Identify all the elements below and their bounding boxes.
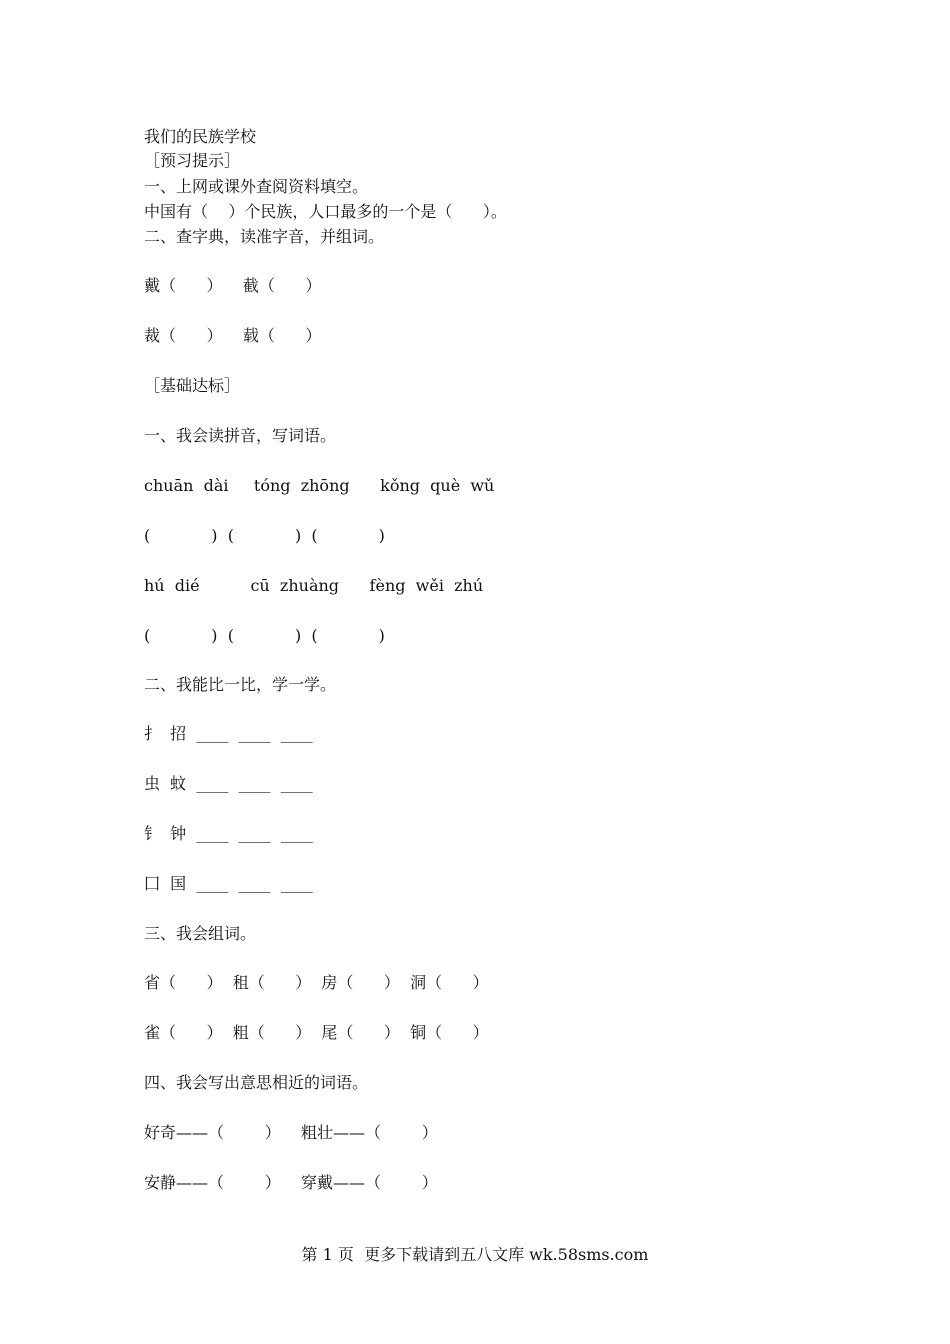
basic-question-2: 二、我能比一比，学一学。 (144, 675, 337, 694)
compare-row: 虫 蚊 ____ ____ ____ (144, 774, 313, 793)
pinyin-row-1: chuān dài tóng zhōng kǒng què wǔ (144, 476, 495, 495)
word-group-row-2: 雀（ ） 粗（ ） 尾（ ） 铜（ ） (144, 1023, 489, 1042)
page-footer: 第 1 页 更多下载请到五八文库 wk.58sms.com (301, 1245, 649, 1264)
compare-row: 扌 招 ____ ____ ____ (144, 724, 313, 743)
basic-question-3: 三、我会组词。 (144, 924, 257, 943)
preview-question-2: 二、查字典，读准字音，并组词。 (144, 227, 385, 246)
word-group-row-1: 省（ ） 租（ ） 房（ ） 洞（ ） (144, 973, 489, 992)
synonym-row-2: 安静——（ ） 穿戴——（ ） (144, 1173, 438, 1192)
page-title: 我们的民族学校 (144, 127, 257, 146)
preview-row-2: 裁（ ） 载（ ） (144, 326, 322, 345)
compare-row: 囗 国 ____ ____ ____ (144, 874, 313, 893)
preview-question-1: 一、上网或课外查阅资料填空。 (144, 177, 369, 196)
preview-row-1: 戴（ ） 截（ ） (144, 276, 322, 295)
basic-question-1: 一、我会读拼音，写词语。 (144, 426, 337, 445)
basic-question-4: 四、我会写出意思相近的词语。 (144, 1073, 369, 1092)
synonym-row-1: 好奇——（ ） 粗壮——（ ） (144, 1123, 438, 1142)
blank-row-2: ( ) ( ) ( ) (144, 626, 385, 645)
preview-question-1-text: 中国有（ ）个民族，人口最多的一个是（ ）。 (144, 202, 507, 221)
blank-row-1: ( ) ( ) ( ) (144, 526, 385, 545)
pinyin-row-2: hú dié cū zhuàng fèng wěi zhú (144, 576, 484, 595)
compare-row: 钅 钟 ____ ____ ____ (144, 824, 313, 843)
preview-heading: ［预习提示］ (144, 151, 241, 170)
basic-heading: ［基础达标］ (144, 376, 241, 395)
